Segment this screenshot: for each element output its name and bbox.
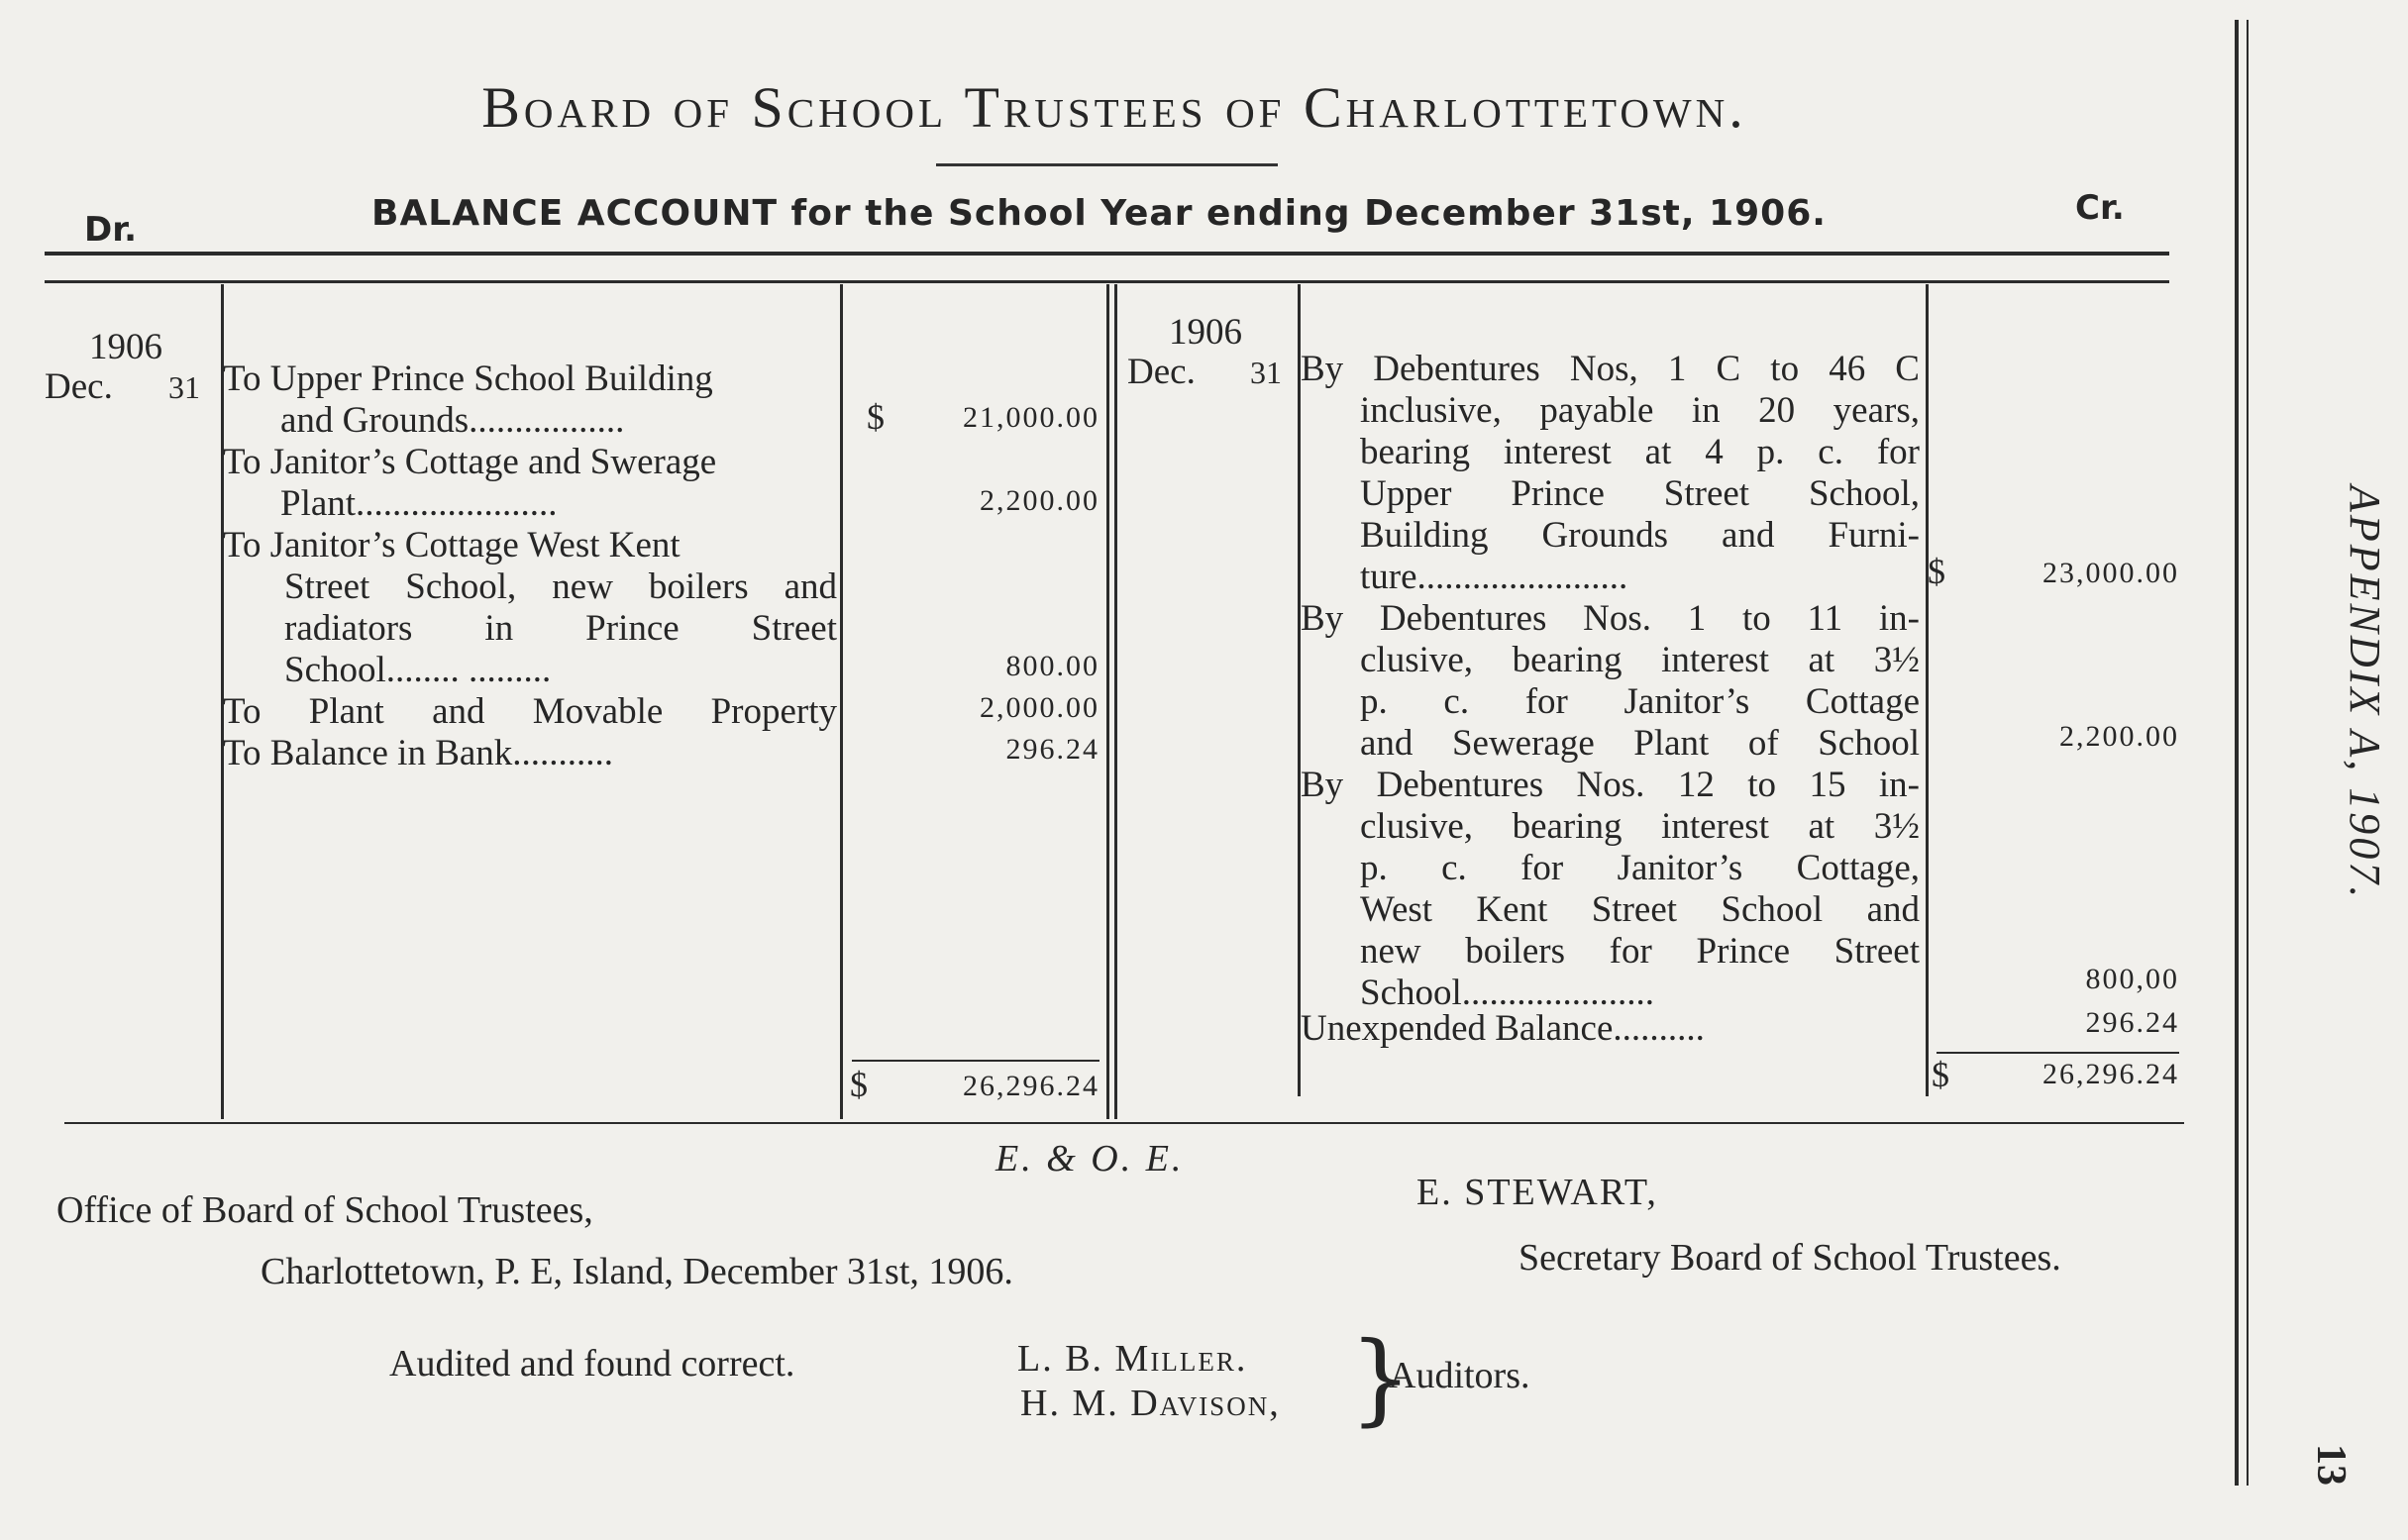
margin-rule-1	[2235, 20, 2239, 1486]
center-rule-1	[1106, 284, 1109, 1119]
credit-day: 31	[1250, 355, 1282, 390]
debit-item-2-line-1: To Janitor’s Cottage and Swerage	[223, 442, 717, 482]
debit-item-1-amount: 21,000.00	[963, 401, 1099, 434]
debit-item-2-amount: 2,200.00	[980, 484, 1099, 517]
credit-dollar-sign: $	[1928, 552, 1945, 591]
credit-month: Dec.	[1127, 352, 1196, 392]
debit-item-1-line-1: To Upper Prince School Building	[223, 359, 713, 399]
debit-item-3-line-4: School........ .........	[284, 650, 552, 690]
credit-total-rule	[1937, 1052, 2179, 1054]
header-rule-top	[45, 252, 2169, 256]
credit-item-1-line-2: inclusive, payable in 20 years,	[1360, 390, 1920, 431]
credit-total-dollar-sign: $	[1932, 1055, 1949, 1094]
credit-item-1-line-5: Building Grounds and Furni-	[1360, 515, 1920, 556]
margin-rule-2	[2247, 20, 2249, 1486]
header-rule-bottom	[45, 280, 2169, 283]
secretary-name: E. STEWART,	[1416, 1172, 1658, 1213]
auditors-brace: }	[1349, 1320, 1413, 1436]
debit-item-3-amount: 800.00	[1005, 650, 1099, 682]
auditor-2: H. M. Davison,	[1020, 1383, 1281, 1424]
credit-item-3-line-6: School.....................	[1360, 973, 1655, 1013]
credit-item-3-line-2: clusive, bearing interest at 3½	[1360, 806, 1920, 847]
eoe-note: E. & O. E.	[995, 1138, 1185, 1180]
credit-year: 1906	[1169, 312, 1242, 353]
appendix-heading: APPENDIX A, 1907.	[2341, 485, 2389, 901]
place-date-line: Charlottetown, P. E, Island, December 31st, 1906.	[261, 1251, 1013, 1292]
debit-text-column-rule	[840, 284, 843, 1119]
credit-item-3-line-1: By Debentures Nos. 12 to 15 in-	[1301, 765, 1920, 805]
credit-date-column-rule	[1298, 284, 1301, 1096]
credit-text-column-rule	[1926, 284, 1929, 1096]
debit-month: Dec.	[45, 366, 113, 407]
table-bottom-rule	[64, 1122, 2184, 1124]
debit-day: 31	[168, 369, 200, 405]
debit-item-4-amount: 2,000.00	[980, 691, 1099, 724]
credit-item-2-line-1: By Debentures Nos. 1 to 11 in-	[1301, 598, 1920, 639]
debit-total-amount: 26,296.24	[963, 1070, 1099, 1102]
credit-item-2-line-2: clusive, bearing interest at 3½	[1360, 640, 1920, 680]
secretary-title: Secretary Board of School Trustees.	[1518, 1237, 2061, 1279]
credit-total-amount: 26,296.24	[2042, 1058, 2179, 1090]
credit-item-1-line-6: ture.......................	[1360, 557, 1628, 597]
page-number: 13	[2308, 1444, 2354, 1486]
auditor-1: L. B. Miller.	[1017, 1338, 1248, 1380]
debit-year: 1906	[89, 327, 162, 367]
debit-item-3-line-3: radiators in Prince Street	[284, 608, 837, 649]
debit-item-3-line-1: To Janitor’s Cottage West Kent	[223, 525, 681, 565]
credit-item-3-line-5: new boilers for Prince Street	[1360, 931, 1920, 972]
debit-item-2-line-2: Plant......................	[280, 483, 558, 524]
debit-dollar-sign: $	[867, 397, 885, 437]
debit-item-1-line-2: and Grounds.................	[280, 400, 625, 441]
credit-item-1-line-3: bearing interest at 4 p. c. for	[1360, 432, 1920, 472]
credit-item-2-line-4: and Sewerage Plant of School	[1360, 723, 1920, 764]
credit-item-1-line-4: Upper Prince Street School,	[1360, 473, 1920, 514]
credit-item-3-line-3: p. c. for Janitor’s Cottage,	[1360, 848, 1920, 888]
credit-label: Cr.	[2075, 188, 2125, 228]
center-rule-2	[1114, 284, 1117, 1119]
account-subtitle: BALANCE ACCOUNT for the School Year ending December 31st, 1906.	[371, 193, 1827, 234]
debit-item-3-line-2: Street School, new boilers and	[284, 566, 837, 607]
debit-item-4-line-1: To Plant and Movable Property	[223, 691, 837, 732]
credit-item-1-line-1: By Debentures Nos, 1 C to 46 C	[1301, 349, 1920, 389]
debit-total-dollar-sign: $	[850, 1065, 868, 1104]
page-title: Board of School Trustees of Charlottetown.	[481, 75, 1747, 140]
debit-total-rule	[852, 1060, 1099, 1062]
debit-item-5-amount: 296.24	[1005, 733, 1099, 766]
debit-item-5-line-1: To Balance in Bank...........	[223, 733, 614, 773]
audited-statement: Audited and found correct.	[389, 1343, 795, 1385]
credit-item-4-line-1: Unexpended Balance..........	[1301, 1008, 1705, 1049]
credit-item-2-line-3: p. c. for Janitor’s Cottage	[1360, 681, 1920, 722]
auditors-label: Auditors.	[1389, 1355, 1530, 1396]
debit-label: Dr.	[84, 210, 138, 250]
credit-item-1-amount: 23,000.00	[2042, 557, 2179, 589]
title-underline	[936, 163, 1278, 166]
credit-item-4-amount: 296.24	[2085, 1006, 2179, 1039]
credit-item-2-amount: 2,200.00	[2059, 720, 2179, 753]
office-line: Office of Board of School Trustees,	[56, 1189, 593, 1231]
credit-item-3-line-4: West Kent Street School and	[1360, 889, 1920, 930]
credit-item-3-amount: 800,00	[2085, 963, 2179, 995]
